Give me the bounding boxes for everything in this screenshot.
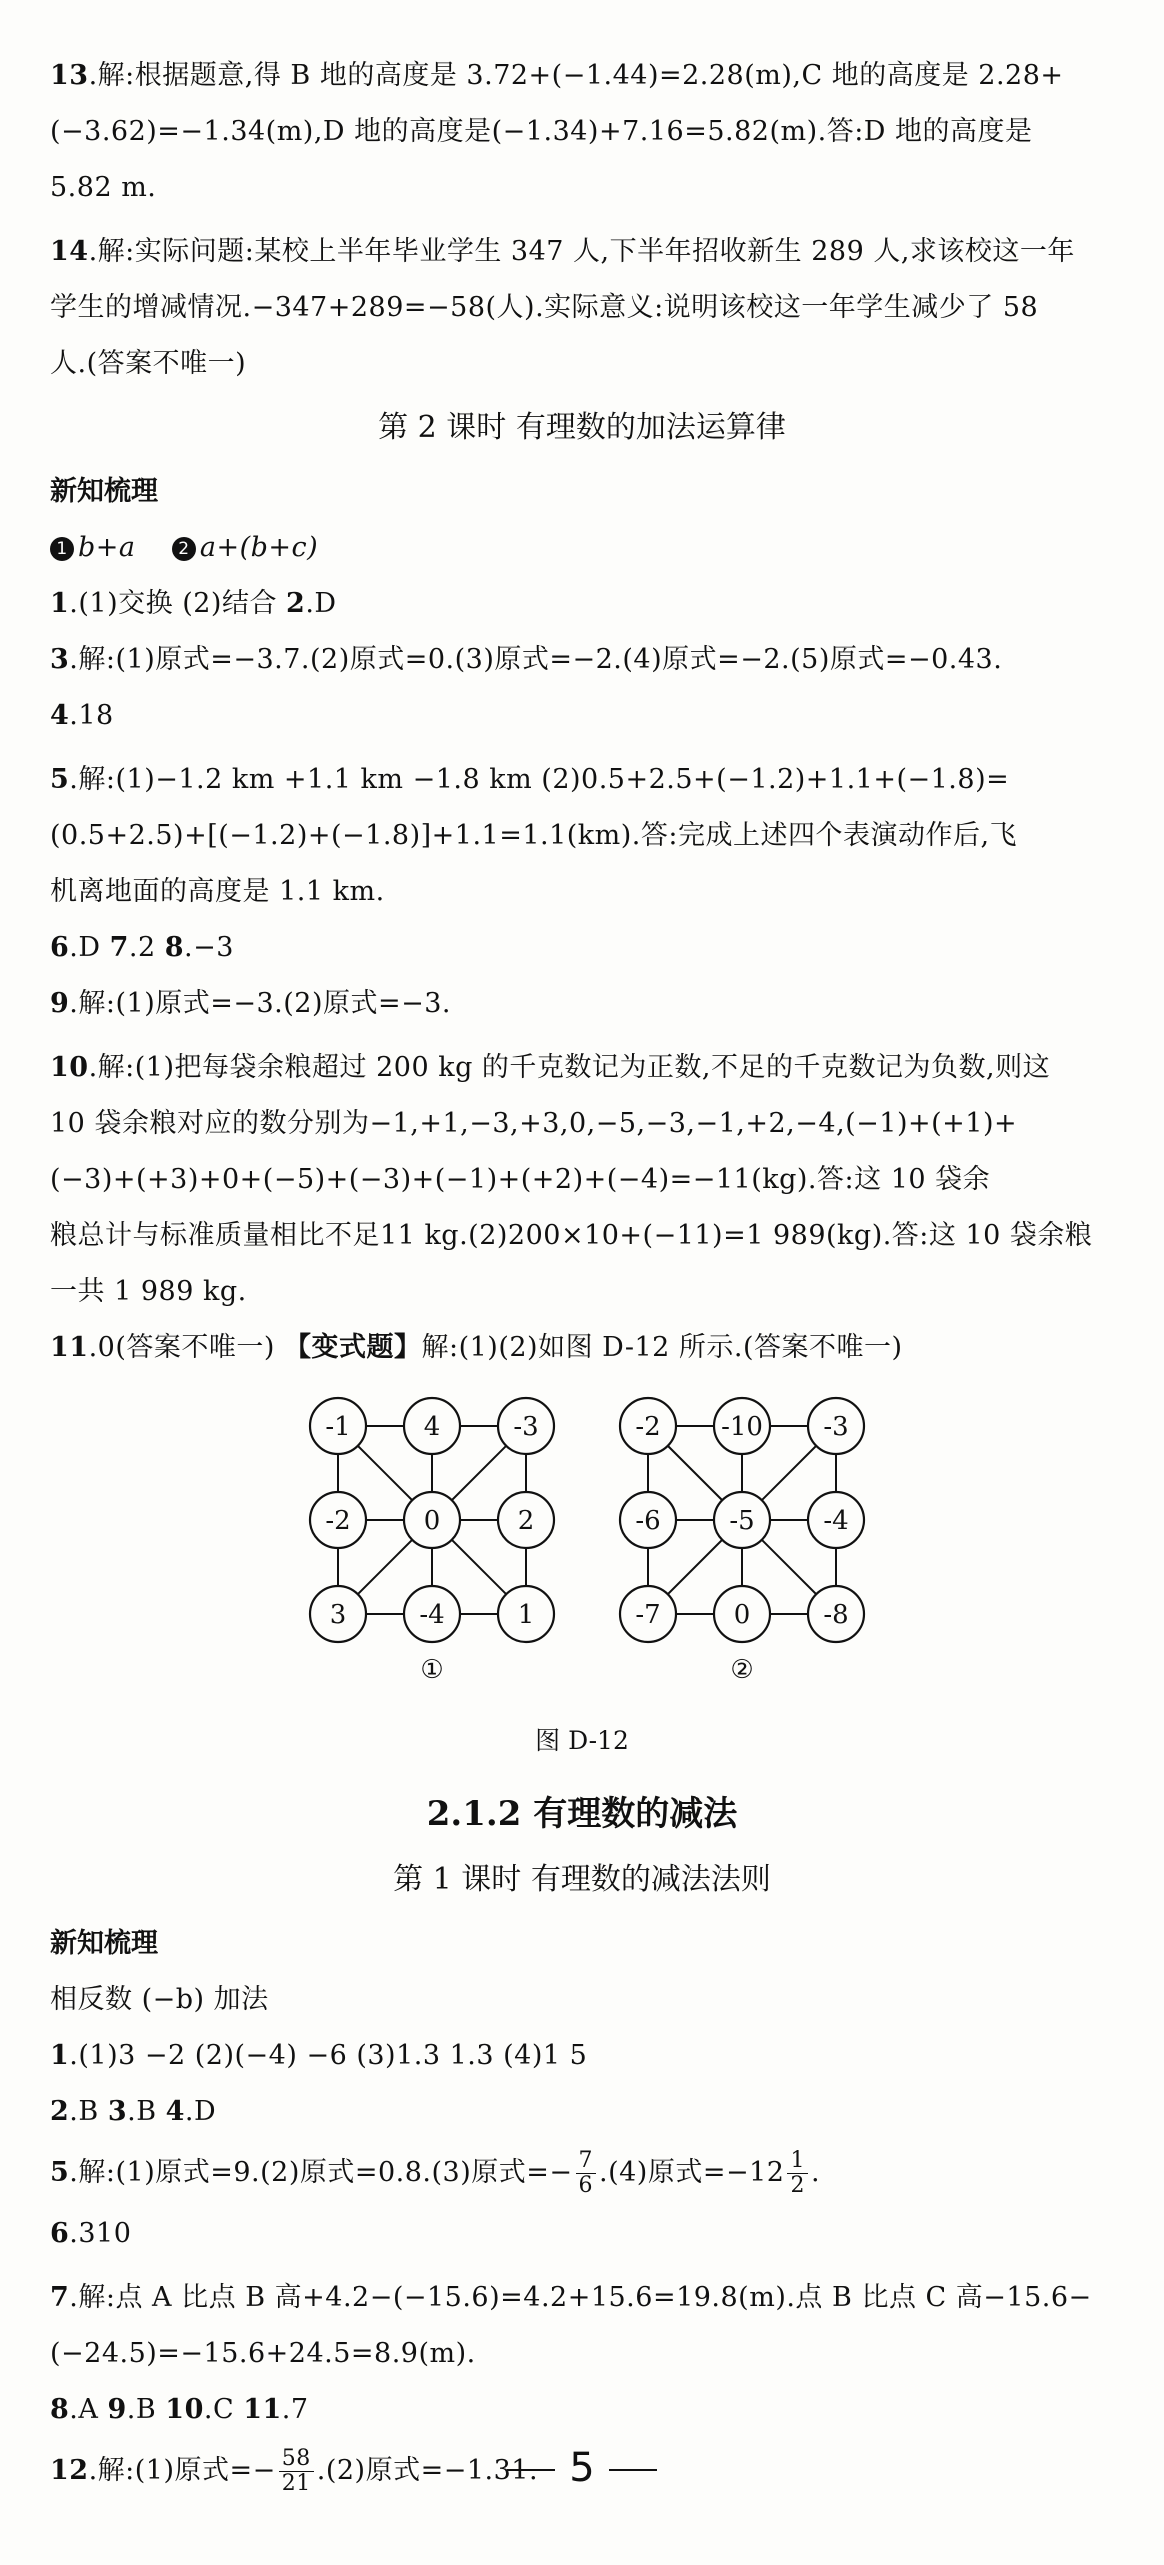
- figure-caption: 图 D-12: [535, 1726, 629, 1755]
- node-value: -3: [513, 1412, 539, 1442]
- answer-text: (0.5+2.5)+[(−1.2)+(−1.8)]+1.1=1.1(km).答:完成上述四个表演动作后,飞: [50, 820, 1018, 851]
- circled-number-2: 2: [172, 537, 196, 561]
- node-value: -10: [721, 1412, 763, 1442]
- answer-14: [50, 224, 1114, 392]
- answer-text: .(4)原式=−12: [599, 2157, 785, 2188]
- denominator: 6: [578, 2173, 593, 2198]
- answer-11: [50, 1320, 1114, 1376]
- q-number: 10: [165, 2394, 204, 2425]
- q-number: 6: [50, 2218, 70, 2249]
- answer-text: .解:实际问题:某校上半年毕业学生 347 人,下半年招收新生 289 人,求该校这一年: [88, 236, 1075, 267]
- node-value: 1: [517, 1600, 535, 1630]
- answer-b1: [50, 2028, 1114, 2084]
- answer-text: .7: [281, 2394, 309, 2425]
- q-number: 8: [164, 932, 185, 963]
- answer-text: .−3: [184, 932, 234, 963]
- q-number: 5: [50, 2157, 70, 2188]
- node-value: -5: [729, 1506, 755, 1536]
- page-number-value: 5: [569, 2445, 595, 2491]
- law-text: a+(b+c): [199, 532, 319, 563]
- answer-text: .(1)交换 (2)结合: [69, 588, 287, 619]
- q-number: 9: [50, 988, 70, 1019]
- answer-b2-4: [50, 2084, 1114, 2140]
- law-text: b+a: [78, 532, 136, 563]
- variant-tag: 【变式题】: [284, 1332, 422, 1363]
- node-value: -7: [635, 1600, 661, 1630]
- q-number: 2: [50, 2096, 70, 2127]
- q-number: 8: [50, 2394, 70, 2425]
- lesson-title: 第 1 课时 有理数的减法法则: [393, 1862, 771, 1897]
- answer-text: .(2)原式=−1.31.: [316, 2455, 539, 2486]
- q-number: 10: [50, 1052, 89, 1083]
- node-value: -4: [823, 1506, 849, 1536]
- node-value: -2: [635, 1412, 661, 1442]
- answer-text: .解:(1)原式=9.(2)原式=0.8.(3)原式=−: [69, 2157, 573, 2188]
- answer-text: 机离地面的高度是 1.1 km.: [50, 876, 385, 907]
- q-number: 12: [50, 2455, 89, 2486]
- graph-label-2: ②: [730, 1655, 754, 1685]
- denominator: 2: [790, 2173, 805, 2198]
- q-number: 11: [243, 2394, 282, 2425]
- answer-text: .解:(1)原式=−3.(2)原式=−3.: [69, 988, 451, 1019]
- answer-text: 5.82 m.: [50, 172, 157, 203]
- answer-text: .(1)3 −2 (2)(−4) −6 (3)1.3 1.3 (4)1 5: [69, 2040, 588, 2071]
- answer-text: .B: [69, 2096, 108, 2127]
- q-number: 13: [50, 60, 89, 91]
- q-number: 4: [165, 2096, 185, 2127]
- node-value: -1: [325, 1412, 351, 1442]
- answer-text: .解:点 A 比点 B 高+4.2−(−15.6)=4.2+15.6=19.8(m).点 B 比点 C 高−15.6−: [69, 2282, 1092, 2313]
- q-number: 1: [50, 588, 70, 619]
- node-value: 3: [329, 1600, 347, 1630]
- law-answers: [50, 520, 1114, 576]
- q-number: 3: [107, 2096, 128, 2127]
- q-number: 2: [286, 588, 306, 619]
- answer-10: [50, 1040, 1114, 1320]
- answer-text: .B: [127, 2096, 166, 2127]
- node-value: 4: [423, 1412, 441, 1442]
- graph-label-1: ①: [420, 1655, 444, 1685]
- answer-b6: [50, 2206, 1114, 2262]
- answer-text: 粮总计与标准质量相比不足11 kg.(2)200×10+(−11)=1 989(kg).答:这 10 袋余粮: [50, 1220, 1093, 1251]
- answer-text: .: [810, 2157, 821, 2188]
- page-number: [0, 2445, 1164, 2491]
- fraction: [576, 2149, 597, 2198]
- node-value: -4: [419, 1600, 445, 1630]
- q-number: 14: [50, 236, 89, 267]
- node-value: -8: [823, 1600, 849, 1630]
- q-number: 9: [107, 2394, 127, 2425]
- answer-text: .2: [128, 932, 165, 963]
- answer-1-2: [50, 576, 1114, 632]
- answer-text: .D: [184, 2096, 217, 2127]
- numerator: 7: [576, 2149, 597, 2174]
- q-number: 7: [50, 2282, 70, 2313]
- dash-left: [507, 2469, 555, 2471]
- answer-text: (−24.5)=−15.6+24.5=8.9(m).: [50, 2338, 476, 2369]
- answer-13: [50, 48, 1114, 216]
- section-title: 2.1.2 有理数的减法: [426, 1794, 738, 1834]
- answer-text: .C: [203, 2394, 244, 2425]
- answer-text: .D: [305, 588, 337, 619]
- answer-text: 解:(1)(2)如图 D-12 所示.(答案不唯一): [421, 1332, 903, 1363]
- answer-text: .解:(1)原式=−: [88, 2455, 276, 2486]
- answer-text: 10 袋余粮对应的数分别为−1,+1,−3,+3,0,−5,−3,−1,+2,−4,(−1)+(+1)+: [50, 1108, 1018, 1139]
- answer-6-8: [50, 920, 1114, 976]
- node-value: -6: [635, 1506, 661, 1536]
- answer-b5: [50, 2140, 1114, 2206]
- answer-text: (−3)+(+3)+0+(−5)+(−3)+(−1)+(+2)+(−4)=−11(kg).答:这 10 袋余: [50, 1164, 991, 1195]
- q-number: 3: [50, 644, 70, 675]
- node-value: -3: [823, 1412, 849, 1442]
- blank-answers: 相反数 (−b) 加法: [50, 1984, 269, 2015]
- answer-b7: [50, 2270, 1114, 2382]
- figure-d12: [50, 1386, 1114, 1716]
- figure-graphs: [50, 1386, 1114, 1716]
- answer-text: .解:根据题意,得 B 地的高度是 3.72+(−1.44)=2.28(m),C 地的高度是 2.28+: [88, 60, 1064, 91]
- answer-9: [50, 976, 1114, 1032]
- numerator: 58: [279, 2447, 314, 2472]
- q-number: 6: [50, 932, 70, 963]
- answer-text: .310: [69, 2218, 132, 2249]
- answer-text: .0(答案不唯一): [88, 1332, 284, 1363]
- answer-text: 人.(答案不唯一): [50, 348, 247, 379]
- answer-text: .解:(1)−1.2 km +1.1 km −1.8 km (2)0.5+2.5+(−1.2)+1.1+(−1.8)=: [69, 764, 1010, 795]
- lesson-title: 第 2 课时 有理数的加法运算律: [378, 410, 786, 445]
- q-number: 7: [109, 932, 129, 963]
- answer-text: 一共 1 989 kg.: [50, 1276, 247, 1307]
- q-number: 4: [50, 700, 70, 731]
- answer-text: .D: [69, 932, 110, 963]
- section-label: 新知梳理: [50, 1928, 158, 1959]
- q-number: 11: [50, 1332, 89, 1363]
- q-number: 5: [50, 764, 70, 795]
- section-label: 新知梳理: [50, 476, 158, 507]
- dash-right: [609, 2469, 657, 2471]
- denominator: 21: [281, 2471, 311, 2496]
- q-number: 1: [50, 2040, 70, 2071]
- fraction: [787, 2149, 808, 2198]
- answer-b8-11: [50, 2382, 1114, 2438]
- answer-text: .解:(1)把每袋余粮超过 200 kg 的千克数记为正数,不足的千克数记为负数,则这: [88, 1052, 1051, 1083]
- answer-text: .B: [126, 2394, 166, 2425]
- answer-3: [50, 632, 1114, 688]
- answer-text: 学生的增减情况.−347+289=−58(人).实际意义:说明该校这一年学生减少了 58: [50, 292, 1039, 323]
- answer-text: (−3.62)=−1.34(m),D 地的高度是(−1.34)+7.16=5.82(m).答:D 地的高度是: [50, 116, 1033, 147]
- answer-text: .解:(1)原式=−3.7.(2)原式=0.(3)原式=−2.(4)原式=−2.(5)原式=−0.43.: [69, 644, 1003, 675]
- node-value: 0: [733, 1600, 751, 1630]
- circled-number-1: 1: [50, 537, 74, 561]
- numerator: 1: [787, 2149, 808, 2174]
- answer-4: [50, 688, 1114, 744]
- node-value: 0: [423, 1506, 441, 1536]
- answer-text: .18: [69, 700, 114, 731]
- answer-text: .A: [69, 2394, 108, 2425]
- node-value: -2: [325, 1506, 351, 1536]
- node-value: 2: [517, 1506, 535, 1536]
- answer-5: [50, 752, 1114, 920]
